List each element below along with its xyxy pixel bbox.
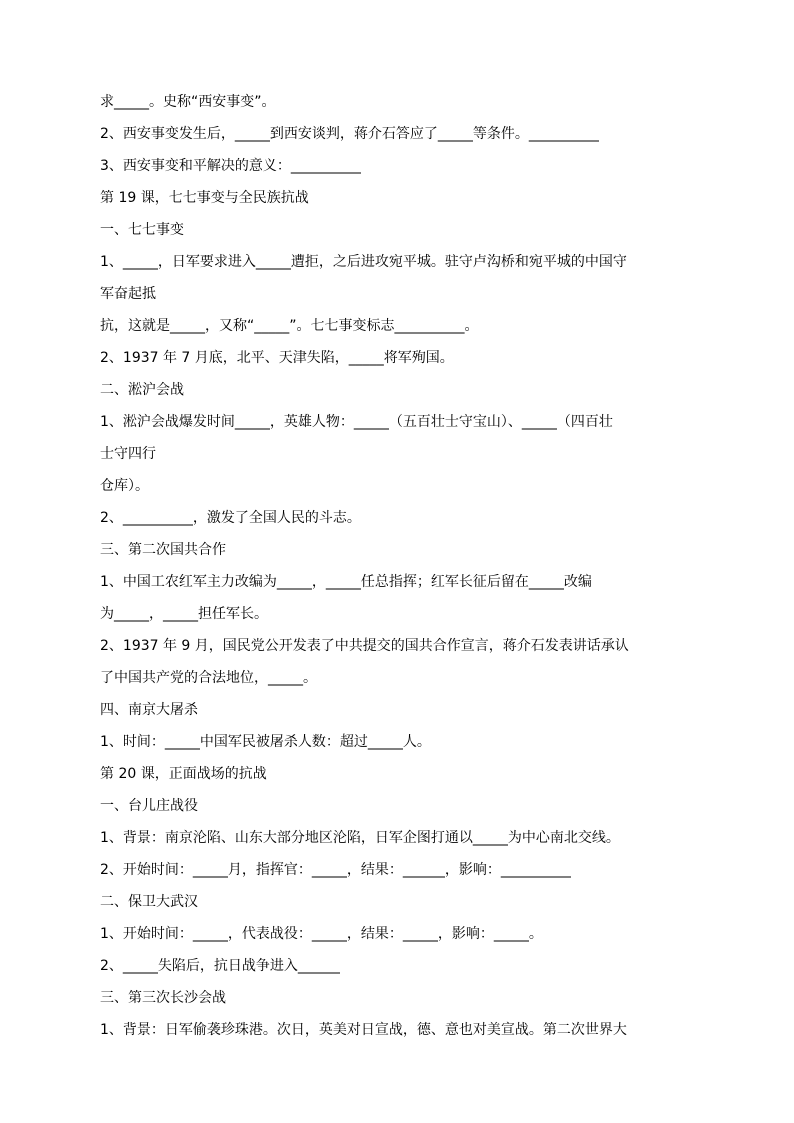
text-line-6: 1、_____，日军要求进入_____遭拒，之后进攻宛平城。驻守卢沟桥和宛平城的中国守 xyxy=(100,254,627,270)
text-line-25: 2、开始时间：_____月，指挥官：_____，结果：______，影响：__________ xyxy=(100,862,571,878)
section-heading-songhu: 二、淞沪会战 xyxy=(100,382,184,398)
text-line-2: 2、西安事变发生后，_____到西安谈判，蒋介石答应了_____等条件。__________ xyxy=(100,126,599,142)
text-line-1: 求_____。史称“西安事变”。 xyxy=(100,94,276,110)
text-line-30: 1、背景：日军偷袭珍珠港。次日，英美对日宣战，德、意也对美宣战。第二次世界大 xyxy=(100,1022,627,1038)
section-heading-nanjing: 四、南京大屠杀 xyxy=(100,702,198,718)
text-line-24: 1、背景：南京沦陷、山东大部分地区沦陷，日军企图打通以_____为中心南北交线。 xyxy=(100,830,620,846)
lesson-20-heading: 第 20 课，正面战场的抗战 xyxy=(100,766,267,782)
text-line-8: 抗，这就是_____，又称“_____”。七七事变标志__________。 xyxy=(100,318,479,334)
text-line-3: 3、西安事变和平解决的意义：__________ xyxy=(100,158,361,174)
section-heading-wuhan: 二、保卫大武汉 xyxy=(100,894,198,910)
text-line-12: 士守四行 xyxy=(100,446,156,462)
text-line-27: 1、开始时间：_____，代表战役：_____，结果：_____，影响：_____。 xyxy=(100,926,543,942)
section-heading-july7: 一、七七事变 xyxy=(100,222,184,238)
text-line-18: 2、1937 年 9 月，国民党公开发表了中共提交的国共合作宣言，蒋介石发表讲话承认 xyxy=(100,638,629,654)
text-line-28: 2、_____失陷后，抗日战争进入______ xyxy=(100,958,340,974)
text-line-7: 军奋起抵 xyxy=(100,286,156,302)
text-line-13: 仓库）。 xyxy=(100,478,149,494)
lesson-19-heading: 第 19 课，七七事变与全民族抗战 xyxy=(100,190,309,206)
text-line-21: 1、时间：_____中国军民被屠杀人数：超过_____人。 xyxy=(100,734,431,750)
section-heading-changsha: 三、第三次长沙会战 xyxy=(100,990,226,1006)
text-line-9: 2、1937 年 7 月底，北平、天津失陷，_____将军殉国。 xyxy=(100,350,454,366)
text-line-14: 2、__________，激发了全国人民的斗志。 xyxy=(100,510,361,526)
section-heading-taierzhuang: 一、台儿庄战役 xyxy=(100,798,198,814)
text-line-17: 为_____，_____担任军长。 xyxy=(100,606,268,622)
text-line-11: 1、淞沪会战爆发时间_____，英雄人物：_____（五百壮士守宝山）、_____（四百壮 xyxy=(100,414,613,430)
text-line-19: 了中国共产党的合法地位，_____。 xyxy=(100,670,317,686)
section-heading-cooperation: 三、第二次国共合作 xyxy=(100,542,226,558)
text-line-16: 1、中国工农红军主力改编为_____，_____任总指挥；红军长征后留在_____改编 xyxy=(100,574,592,590)
